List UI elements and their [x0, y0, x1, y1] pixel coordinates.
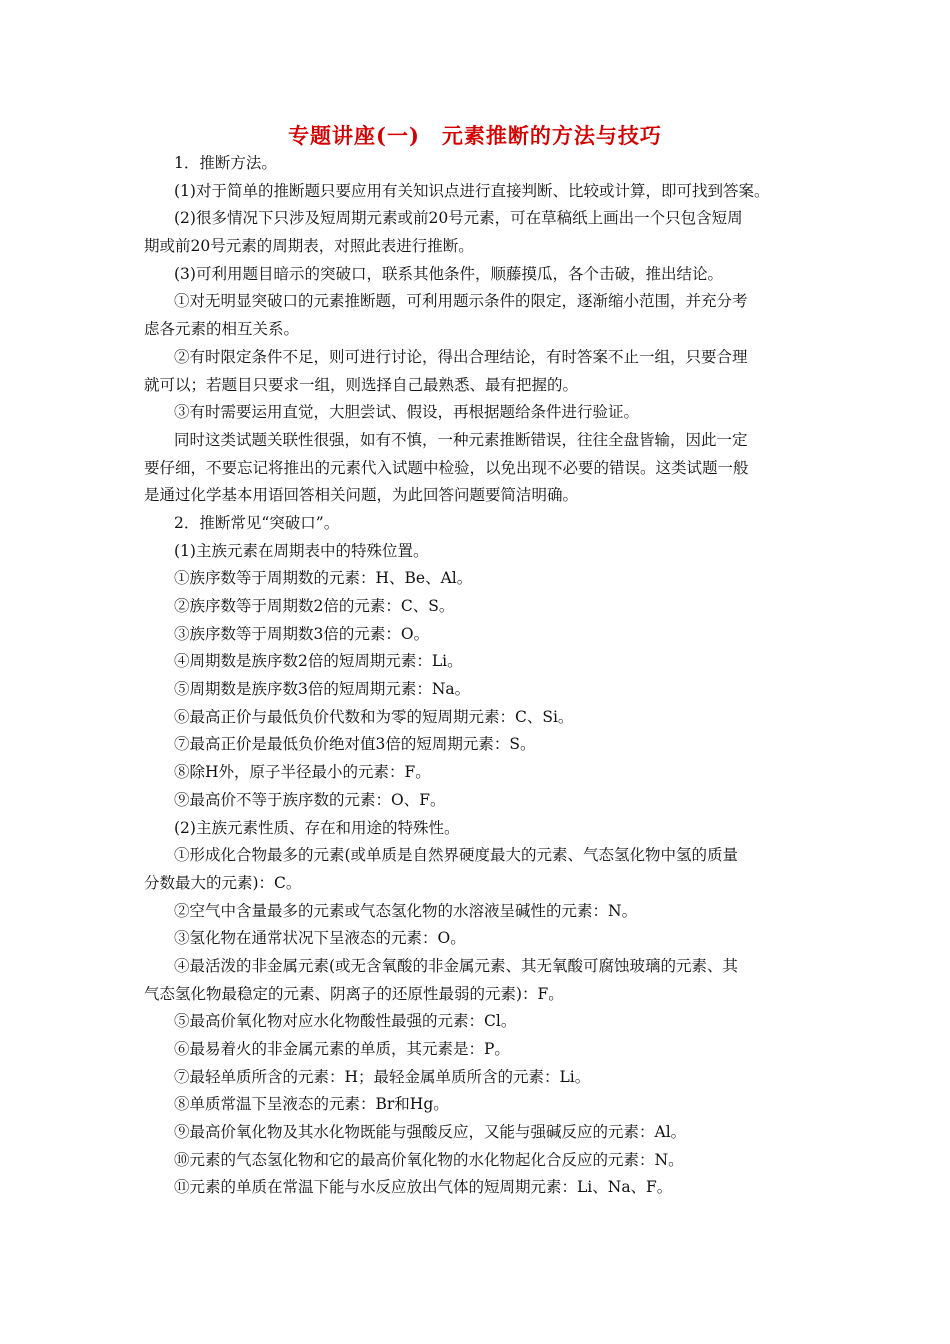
text-line: 2．推断常见“突破口”。 [174, 513, 340, 532]
text-line: ⑧除H外，原子半径最小的元素：F。 [174, 763, 431, 782]
text-line: ③族序数等于周期数3倍的元素：O。 [174, 624, 430, 643]
text-line: ⑪元素的单质在常温下能与水反应放出气体的短周期元素：Li、Na、F。 [174, 1178, 673, 1197]
text-line: ①对无明显突破口的元素推断题，可利用题示条件的限定，逐渐缩小范围，并充分考 [174, 292, 748, 311]
text-line: ⑤周期数是族序数3倍的短周期元素：Na。 [174, 680, 471, 699]
text-line: ⑦最高正价是最低负价绝对值3倍的短周期元素：S。 [174, 735, 536, 754]
text-line: (2)主族元素性质、存在和用途的特殊性。 [174, 818, 460, 837]
text-line: ②族序数等于周期数2倍的元素：C、S。 [174, 597, 455, 615]
text-line: ⑨最高价氧化物及其水化物既能与强酸反应，又能与强碱反应的元素：Al。 [174, 1123, 687, 1142]
text-line: (1)对于简单的推断题只要应用有关知识点进行直接判断、比较或计算，即可找到答案。 [174, 181, 770, 200]
text-line: 要仔细，不要忘记将推出的元素代入试题中检验，以免出现不必要的错误。这类试题一般 [144, 458, 749, 477]
text-line: ②空气中含量最多的元素或气态氢化物的水溶液呈碱性的元素：N。 [174, 901, 638, 920]
text-line: 分数最大的元素)：C。 [144, 873, 302, 892]
text-line: ④最活泼的非金属元素(或无含氧酸的非金属元素、其无氧酸可腐蚀玻璃的元素、其 [174, 956, 739, 975]
page-title: 专题讲座(一) 元素推断的方法与技巧 [288, 123, 662, 148]
text-line: ④周期数是族序数2倍的短周期元素：Li。 [174, 652, 463, 671]
text-line: ①族序数等于周期数的元素：H、Be、Al。 [174, 569, 473, 588]
text-line: ⑥最易着火的非金属元素的单质，其元素是：P。 [174, 1040, 510, 1058]
text-line: 气态氢化物最稳定的元素、阴离子的还原性最弱的元素)：F。 [144, 984, 564, 1003]
text-line: ⑥最高正价与最低负价代数和为零的短周期元素：C、Si。 [174, 707, 574, 726]
text-line: (1)主族元素在周期表中的特殊位置。 [174, 541, 429, 560]
text-line: ③氢化物在通常状况下呈液态的元素：O。 [174, 929, 466, 948]
text-line: ⑩元素的气态氢化物和它的最高价氧化物的水化物起化合反应的元素：N。 [174, 1150, 684, 1169]
text-line: ①形成化合物最多的元素(或单质是自然界硬度最大的元素、气态氢化物中氢的质量 [174, 846, 739, 865]
text-line: 是通过化学基本用语回答相关问题，为此回答问题要简洁明确。 [144, 486, 579, 505]
text-line: (2)很多情况下只涉及短周期元素或前20号元素，可在草稿纸上画出一个只包含短周 [174, 209, 743, 228]
document-body [144, 150, 814, 1202]
text-line: ③有时需要运用直觉，大胆尝试、假设，再根据题给条件进行验证。 [174, 403, 640, 422]
text-line: 虑各元素的相互关系。 [144, 320, 300, 339]
text-line: ⑨最高价不等于族序数的元素：O、F。 [174, 790, 446, 809]
text-line: ②有时限定条件不足，则可进行讨论，得出合理结论，有时答案不止一组，只要合理 [174, 347, 748, 366]
text-line: ⑤最高价氧化物对应水化物酸性最强的元素：Cl。 [174, 1012, 517, 1031]
text-line: 同时这类试题关联性很强，如有不慎，一种元素推断错误，往往全盘皆输，因此一定 [174, 430, 748, 449]
text-line: (3)可利用题目暗示的突破口，联系其他条件，顺藤摸瓜，各个击破，推出结论。 [174, 264, 723, 283]
text-line: 就可以；若题目只要求一组，则选择自己最熟悉、最有把握的。 [144, 375, 579, 394]
text-line: ⑧单质常温下呈液态的元素：Br和Hg。 [174, 1095, 449, 1114]
text-line: 1．推断方法。 [174, 154, 277, 172]
text-line: ⑦最轻单质所含的元素：H；最轻金属单质所含的元素：Li。 [174, 1067, 591, 1086]
text-line: 期或前20号元素的周期表，对照此表进行推断。 [144, 237, 474, 256]
